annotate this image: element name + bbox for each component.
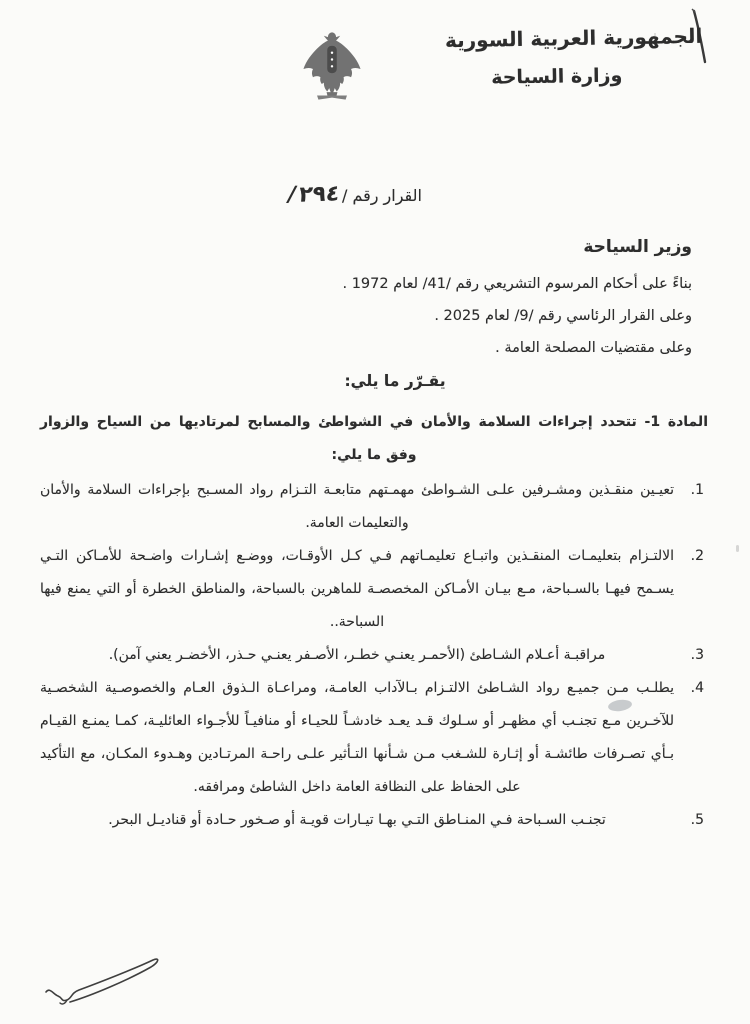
syrian-eagle-emblem (298, 28, 366, 106)
decision-number-prefix: القرار رقم / (341, 186, 422, 205)
article-1-section (40, 406, 708, 837)
item-text: الالتـزام بتعليمـات المنقـذين واتبـاع تعليمـاتهم فـي كـل الأوقـات، ووضـع إشـارات واضـحة للأمـاكن التـي يسـمح فيهـا بالسـباحة، مـع بيـان الأمـاكن المخصصـة للماهرين بالسباحة، والمناطق الخطرة أو التي يمنع فيها السباحة.. (40, 548, 674, 630)
list-item (40, 672, 708, 804)
item-number: 4. (690, 680, 704, 696)
item-text: يطلـب مـن جميـع رواد الشـاطئ الالتـزام بـالآداب العامـة، ومراعـاة الـذوق العـام والخصوصـية الشخصـية للآخـرين مـع تجنـب أي مظهـر أو سـلوك قـد يعـد خادشـاً للحيـاء أو منافيـاً للأجـواء العائليـة، كمـا يمنـع القيـام بـأي تصـرفات طائشـة أو إثـارة للشـغب مـن شـأنها التـأثير علـى راحـة المرتـادين وهـدوء المكـان، مع التأكيد على الحفاظ على النظافة العامة داخل الشاطئ ومرافقه. (40, 680, 674, 795)
item-number: 2. (690, 548, 704, 564)
item-text: تعيـين منقـذين ومشـرفين علـى الشـواطئ مهمـتهم متابعـة التـزام رواد المسـبح بإجراءات السلامة والأمان والتعليمات العامة. (40, 482, 674, 531)
list-item (40, 540, 708, 639)
item-number: 1. (690, 482, 704, 498)
scan-speck (736, 545, 739, 552)
minister-title: وزير السياحة (583, 237, 692, 257)
list-item (40, 804, 708, 837)
item-text: تجنـب السـباحة فـي المنـاطق التـي بهـا تيـارات قويـة أو صـخور حـادة أو قناديـل البحر. (108, 812, 606, 828)
letterhead-country: الجمهورية العربية السورية (444, 23, 703, 53)
decision-number-line (285, 181, 422, 208)
article-1-heading: المادة 1- تتحدد إجراءات السلامة والأمان في الشواطئ والمسابح لمرتاديها من السياح والزوار وفق ما يلي: (40, 414, 708, 463)
item-number: 5. (690, 812, 704, 828)
preamble (342, 268, 692, 364)
letterhead-ministry: وزارة السياحة (490, 64, 623, 89)
handwritten-signature (38, 952, 178, 1010)
article-1-items (40, 474, 708, 837)
decree-phrase: يقـرّر ما يلي: (344, 372, 446, 390)
handwritten-slash: / (285, 182, 299, 206)
item-number: 3. (690, 647, 704, 663)
preamble-line-1: بناءً على أحكام المرسوم التشريعي رقم /41/ لعام 1972 . (342, 276, 692, 292)
list-item (40, 639, 708, 672)
list-item (40, 474, 708, 540)
item-text: مراقبـة أعـلام الشـاطئ (الأحمـر يعنـي خطـر، الأصـفر يعنـي حـذر، الأخضـر يعني آمن). (108, 647, 606, 663)
handwritten-decree-number: ٢٩٤ (297, 181, 341, 208)
preamble-line-3: وعلى مقتضيات المصلحة العامة . (495, 340, 692, 356)
preamble-line-2: وعلى القرار الرئاسي رقم /9/ لعام 2025 . (434, 308, 692, 324)
